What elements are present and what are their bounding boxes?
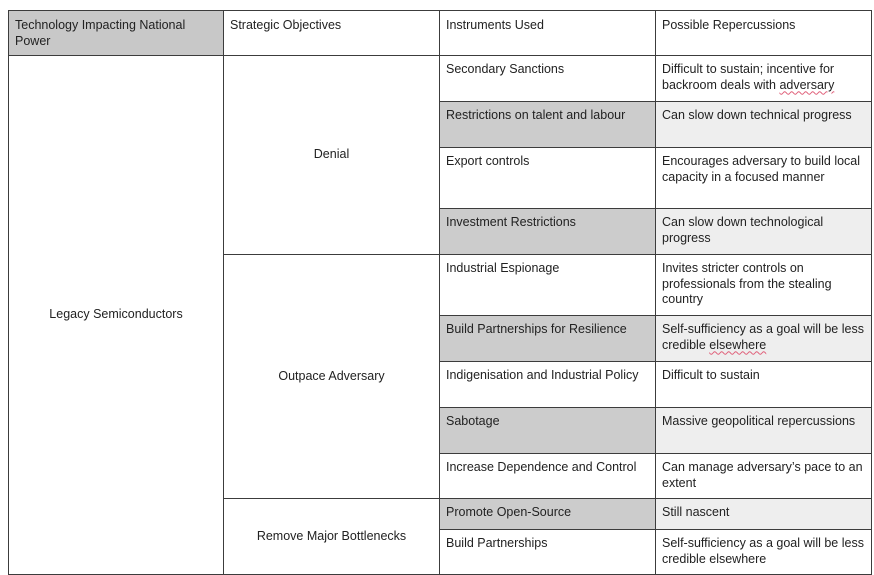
table-header-row	[9, 11, 872, 56]
repercussion-cell	[656, 56, 872, 102]
instrument-cell: Investment Restrictions	[440, 209, 656, 255]
table-row	[9, 56, 872, 102]
instrument-cell: Increase Dependence and Control	[440, 454, 656, 499]
spellcheck-flagged-word: adversary	[779, 77, 835, 92]
repercussion-cell: Still nascent	[656, 499, 872, 530]
header-technology: Technology Impacting National Power	[9, 11, 224, 56]
instrument-cell: Export controls	[440, 148, 656, 209]
instrument-cell: Build Partnerships for Resilience	[440, 316, 656, 362]
instrument-cell: Sabotage	[440, 408, 656, 454]
spellcheck-flagged-word: elsewhere	[709, 337, 767, 352]
repercussion-cell: Can slow down technological progress	[656, 209, 872, 255]
repercussion-cell: Invites stricter controls on professionals from the stealing country	[656, 255, 872, 316]
header-strategic-objectives: Strategic Objectives	[224, 11, 440, 56]
repercussion-cell: Massive geopolitical repercussions	[656, 408, 872, 454]
repercussion-cell	[656, 316, 872, 362]
document-page	[8, 10, 872, 575]
instrument-cell: Secondary Sanctions	[440, 56, 656, 102]
repercussion-cell: Difficult to sustain	[656, 362, 872, 408]
repercussion-cell: Encourages adversary to build local capacity in a focused manner	[656, 148, 872, 209]
repercussion-cell: Self-sufficiency as a goal will be less credible elsewhere	[656, 530, 872, 575]
instrument-cell: Industrial Espionage	[440, 255, 656, 316]
technology-cell: Legacy Semiconductors	[9, 56, 224, 575]
repercussion-cell: Can slow down technical progress	[656, 102, 872, 148]
instrument-cell: Indigenisation and Industrial Policy	[440, 362, 656, 408]
objective-remove-major-bottlenecks: Remove Major Bottlenecks	[224, 499, 440, 575]
header-possible-repercussions: Possible Repercussions	[656, 11, 872, 56]
repercussion-text: Difficult to sustain; incentive for backroom deals with	[662, 62, 835, 92]
instrument-cell: Build Partnerships	[440, 530, 656, 575]
repercussion-text: Self-sufficiency as a goal will be less credible	[662, 322, 864, 352]
objective-outpace-adversary: Outpace Adversary	[224, 255, 440, 499]
instrument-cell: Restrictions on talent and labour	[440, 102, 656, 148]
technology-strategy-table	[8, 10, 872, 575]
objective-denial: Denial	[224, 56, 440, 255]
repercussion-cell: Can manage adversary’s pace to an extent	[656, 454, 872, 499]
header-instruments-used: Instruments Used	[440, 11, 656, 56]
instrument-cell: Promote Open-Source	[440, 499, 656, 530]
